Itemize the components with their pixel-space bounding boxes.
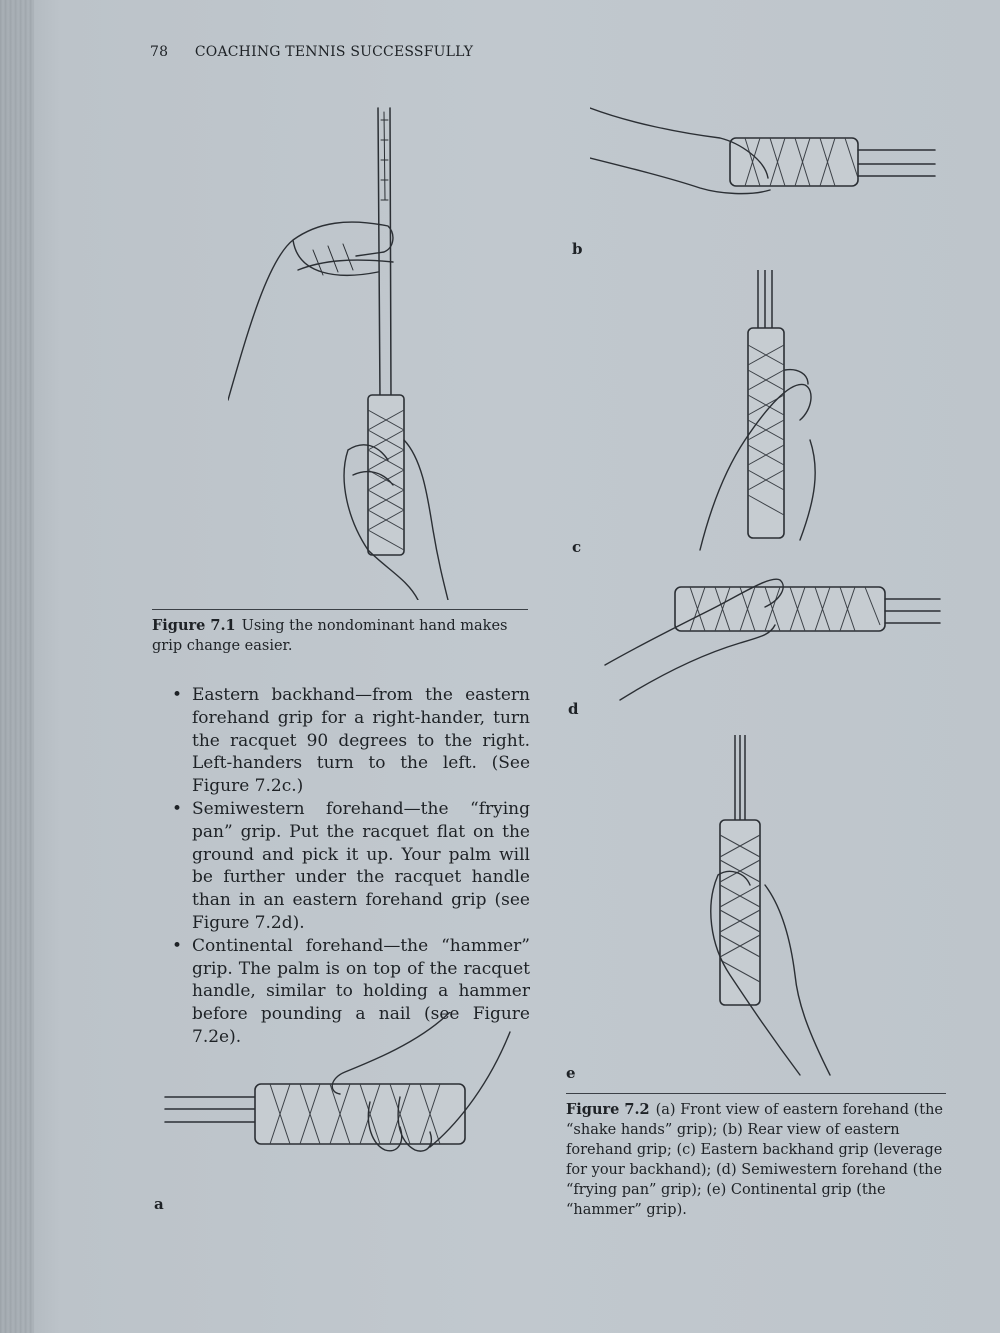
panel-label-c: c [572,538,582,556]
panel-label-e: e [566,1064,576,1082]
panel-label-b: b [572,240,583,258]
figure-7-2-caption-text: (a) Front view of eastern forehand (the “shake hands” grip); (b) Rear view of eastern forehand grip; (c) Eastern backhand grip (leverage for your backhand); (d) Semiwestern forehand (the “frying pan” grip); (e) Continental grip (the “hammer” grip). [566,1102,944,1218]
figure-7-2b-illustration [590,98,940,218]
figure-7-1-caption-text: Using the nondominant hand makes grip change easier. [152,618,508,654]
figure-7-2c-illustration [690,270,840,560]
figure-7-2d-illustration [600,565,945,705]
figure-7-2-label: Figure 7.2 [566,1101,650,1118]
bullet-eastern-backhand: • Eastern backhand—from the eastern forehand grip for a right-hander, turn the racquet 90 degrees to the right. Left-handers turn to the left. (See Figure 7.2c.) [170,684,530,798]
figure-7-2a-illustration [160,1012,530,1182]
figure-7-1-label: Figure 7.1 [152,617,236,634]
grip-bullet-list [170,684,530,1049]
panel-label-a: a [154,1195,164,1213]
figure-7-1-caption [152,609,528,656]
bullet-continental-forehand: • Continental forehand—the “hammer” grip. The palm is on top of the racquet handle, similar to holding a hammer before pounding a nail (see Figure 7.2e). [170,935,530,1049]
page-number: 78 [150,44,169,60]
running-title: COACHING TENNIS SUCCESSFULLY [194,44,474,60]
page-stack-edge [0,0,34,1333]
bullet-semiwestern-forehand: • Semiwestern forehand—the “frying pan” grip. Put the racquet flat on the ground and pick it up. Your palm will be further under the racquet handle than in an eastern forehand grip (see Figure 7.2d). [170,798,530,935]
panel-label-d: d [568,700,579,718]
running-header [150,44,473,60]
figure-7-2-caption [566,1093,946,1220]
figure-7-1-illustration [228,100,458,600]
figure-7-2e-illustration [690,735,840,1080]
